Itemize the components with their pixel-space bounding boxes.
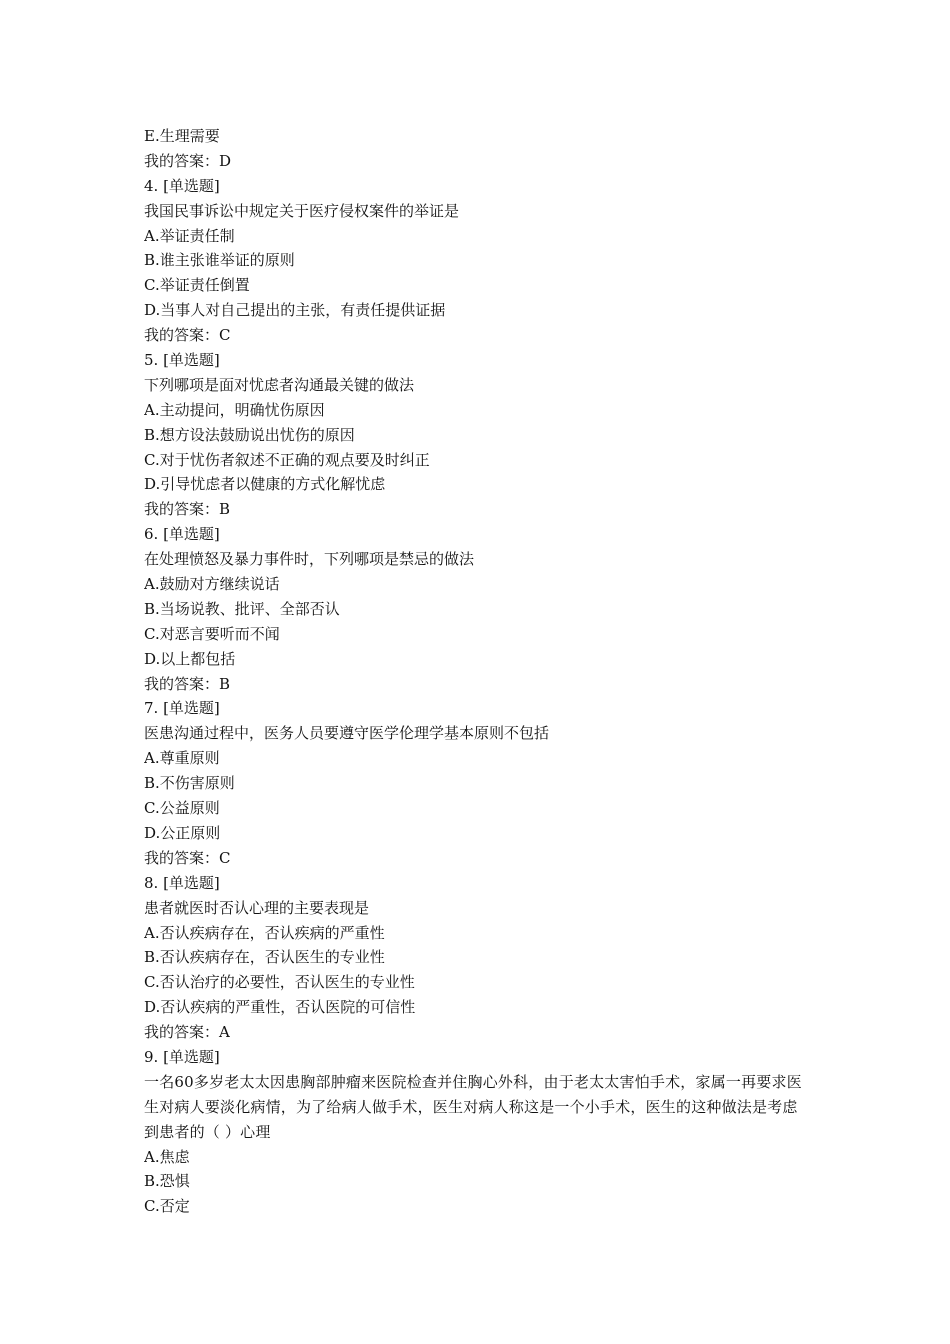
question-4-option-c: C.举证责任倒置 bbox=[144, 276, 250, 295]
question-6-option-b: B.当场说教、批评、全部否认 bbox=[144, 599, 340, 618]
question-9-option-c: C.否定 bbox=[144, 1197, 190, 1216]
document-page bbox=[144, 124, 812, 1219]
question-5-option-d: D.引导忧虑者以健康的方式化解忧虑 bbox=[144, 475, 386, 494]
answer-5: 我的答案：B bbox=[144, 500, 231, 519]
question-7-option-c: C.公益原则 bbox=[144, 799, 220, 818]
question-7-option-b: B.不伤害原则 bbox=[144, 774, 235, 793]
question-8-option-a: A.否认疾病存在，否认疾病的严重性 bbox=[144, 923, 385, 942]
question-5-header: 5. [单选题] bbox=[144, 351, 220, 370]
question-4-option-a: A.举证责任制 bbox=[144, 226, 235, 245]
question-8-option-c: C.否认治疗的必要性，否认医生的专业性 bbox=[144, 973, 415, 992]
question-9-header: 9. [单选题] bbox=[144, 1047, 220, 1066]
question-6-option-d: D.以上都包括 bbox=[144, 649, 236, 668]
question-5-text: 下列哪项是面对忧虑者沟通最关键的做法 bbox=[144, 375, 415, 394]
answer-8: 我的答案：A bbox=[144, 1023, 230, 1042]
question-4-option-d: D.当事人对自己提出的主张，有责任提供证据 bbox=[144, 301, 446, 320]
question-7-text: 医患沟通过程中，医务人员要遵守医学伦理学基本原则不包括 bbox=[144, 724, 550, 743]
answer-6: 我的答案：B bbox=[144, 674, 231, 693]
answer-4: 我的答案：C bbox=[144, 326, 231, 345]
question-8-header: 8. [单选题] bbox=[144, 873, 220, 892]
answer-7: 我的答案：C bbox=[144, 848, 231, 867]
question-4-header: 4. [单选题] bbox=[144, 176, 220, 195]
question-7-option-d: D.公正原则 bbox=[144, 823, 221, 842]
option-e-prev: E.生理需要 bbox=[144, 127, 220, 145]
question-9-option-a: A.焦虑 bbox=[144, 1147, 190, 1166]
question-5-option-a: A.主动提问，明确忧伤原因 bbox=[144, 400, 325, 419]
question-7-header: 7. [单选题] bbox=[144, 699, 220, 718]
question-8-option-d: D.否认疾病的严重性，否认医院的可信性 bbox=[144, 998, 416, 1017]
question-9-option-b: B.恐惧 bbox=[144, 1172, 190, 1191]
question-8-option-b: B.否认疾病存在，否认医生的专业性 bbox=[144, 948, 385, 967]
question-7-option-a: A.尊重原则 bbox=[144, 749, 220, 768]
question-6-option-c: C.对恶言要听而不闻 bbox=[144, 624, 280, 643]
question-6-option-a: A.鼓励对方继续说话 bbox=[144, 575, 280, 594]
question-9-text: 一名60多岁老太太因患胸部肿瘤来医院检查并住胸心外科，由于老太太害怕手术，家属一再要求医生对病人要淡化病情，为了给病人做手术，医生对病人称这是一个小手术，医生的这种做法是考虑到患者的（ ）心理 bbox=[144, 1072, 802, 1141]
question-8-text: 患者就医时否认心理的主要表现是 bbox=[144, 898, 370, 917]
question-6-text: 在处理愤怒及暴力事件时，下列哪项是禁忌的做法 bbox=[144, 550, 475, 569]
question-5-option-c: C.对于忧伤者叙述不正确的观点要及时纠正 bbox=[144, 450, 430, 469]
question-4-text: 我国民事诉讼中规定关于医疗侵权案件的举证是 bbox=[144, 201, 460, 220]
question-4-option-b: B.谁主张谁举证的原则 bbox=[144, 251, 295, 270]
question-6-header: 6. [单选题] bbox=[144, 525, 220, 544]
answer-3: 我的答案：D bbox=[144, 151, 232, 170]
question-5-option-b: B.想方设法鼓励说出忧伤的原因 bbox=[144, 425, 355, 444]
